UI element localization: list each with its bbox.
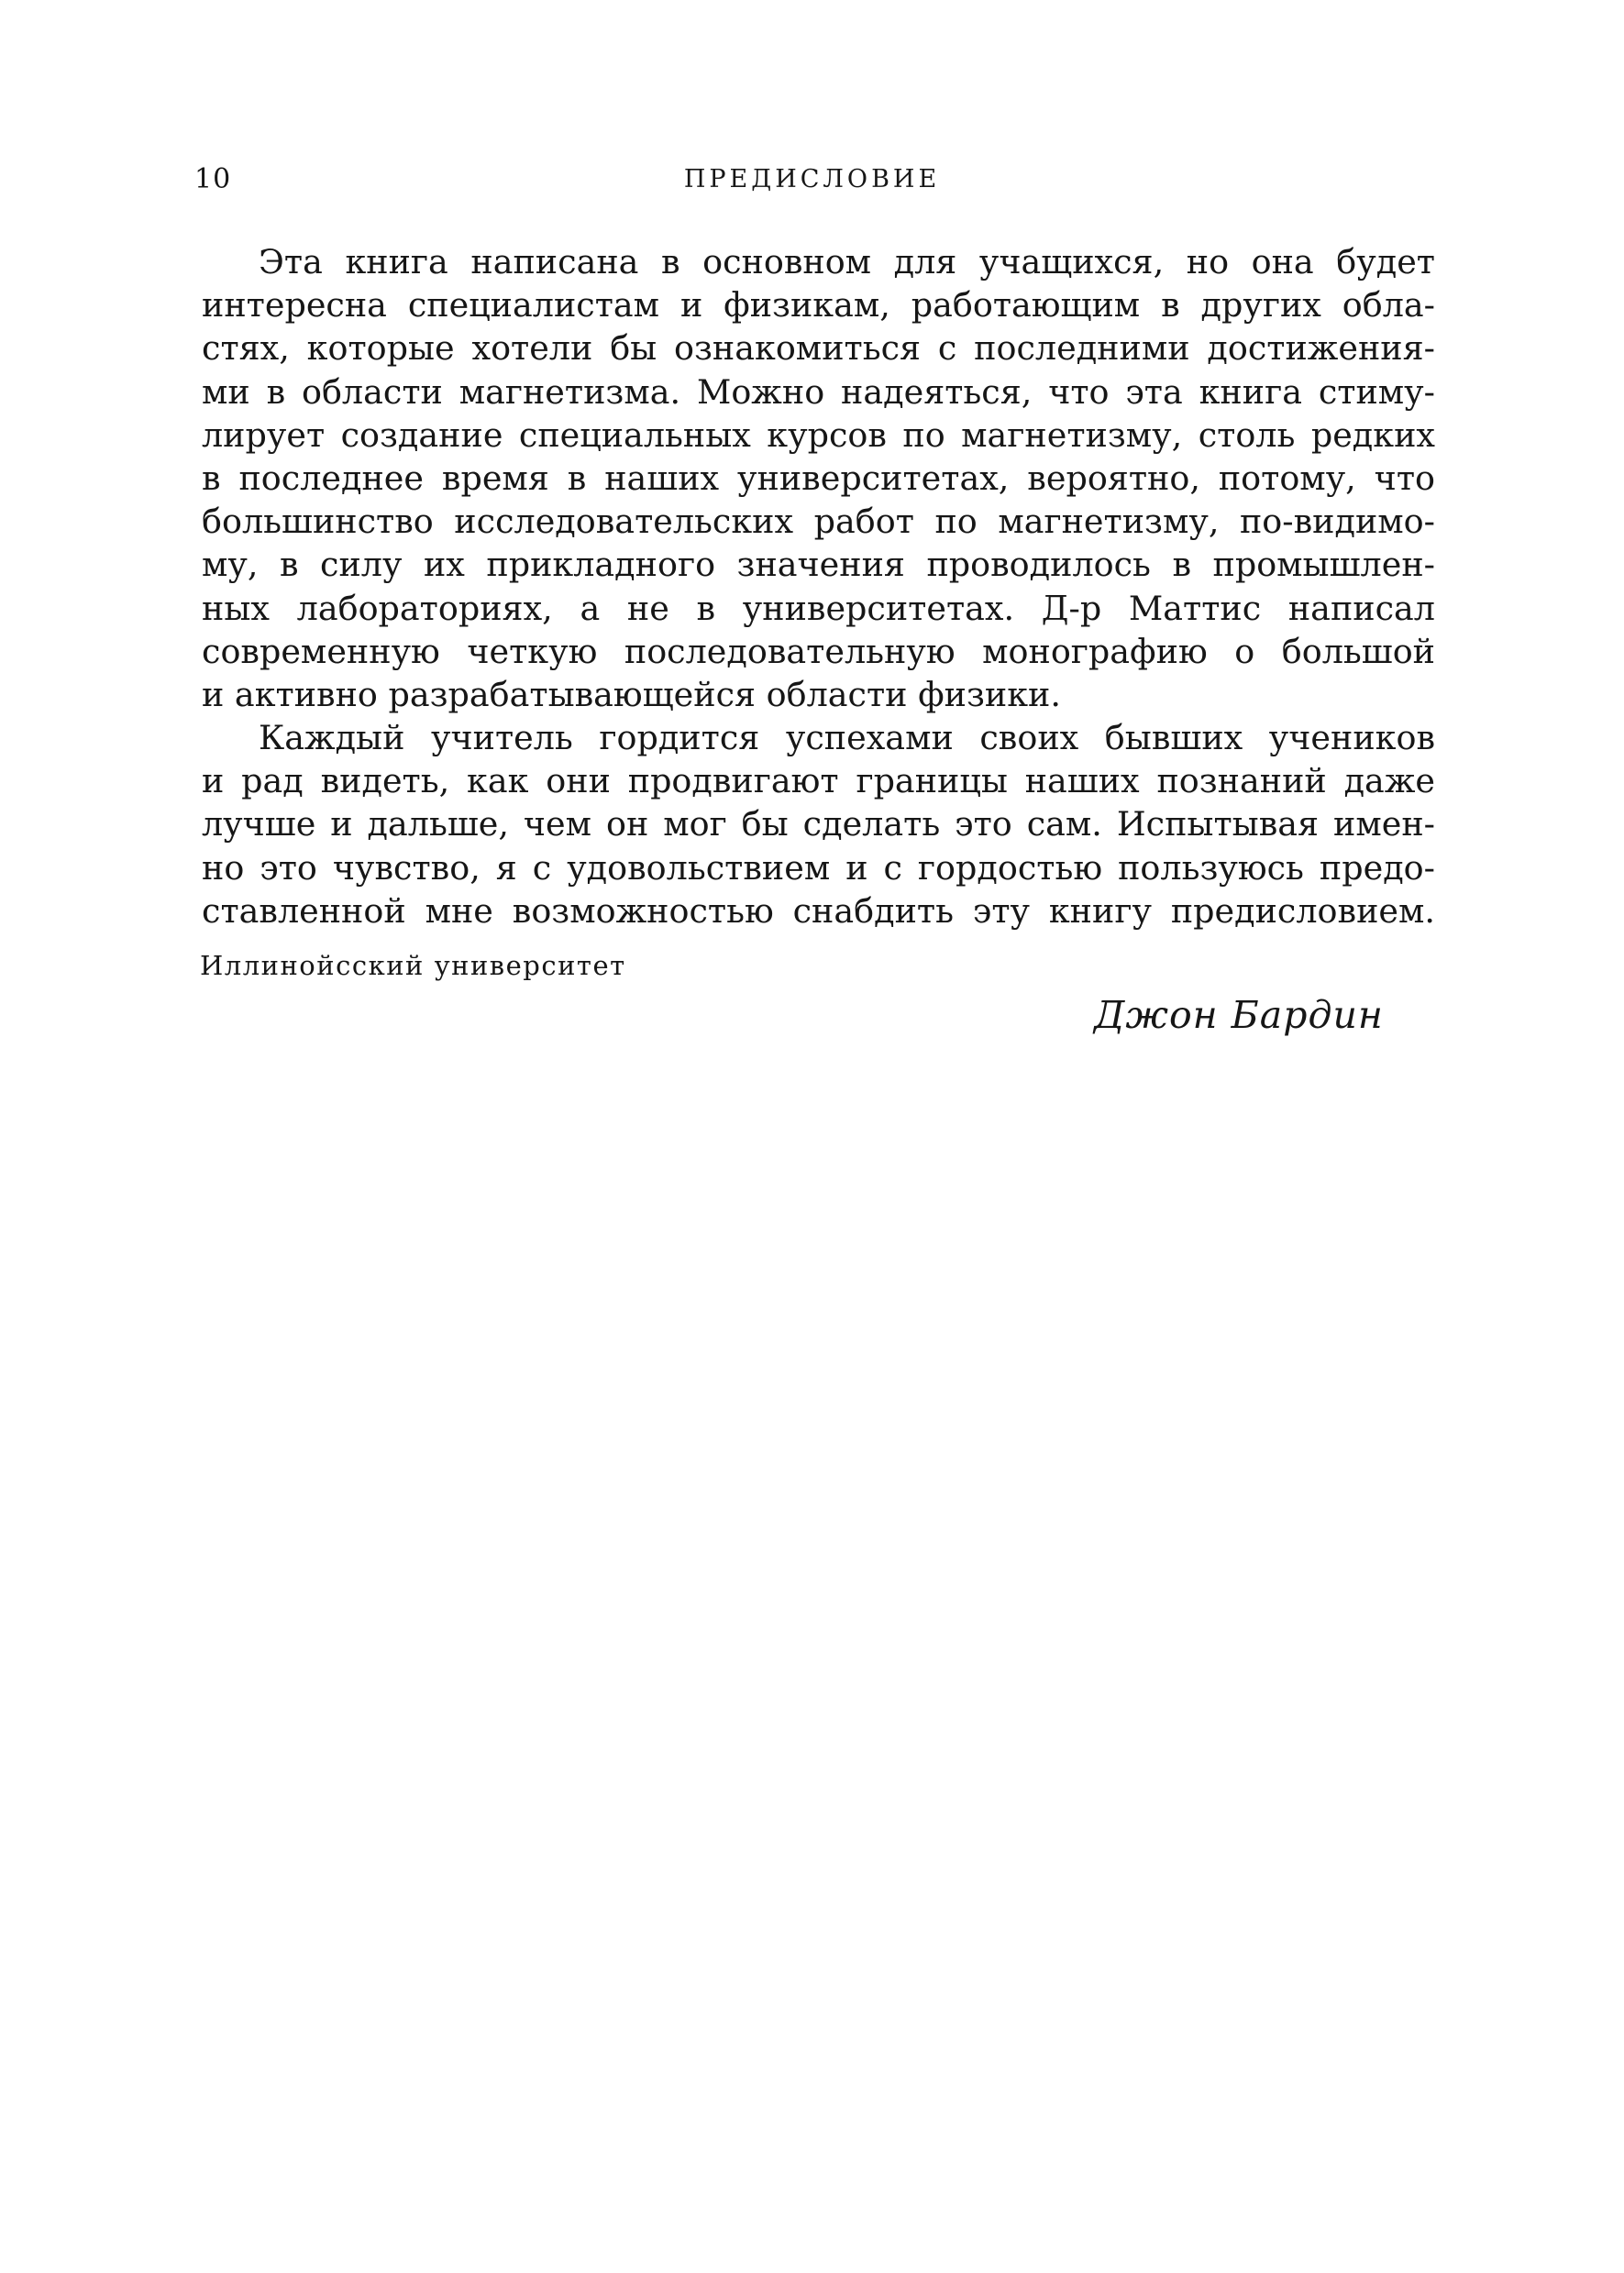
author-affiliation: Иллинойсский университет: [200, 950, 626, 981]
text-line: в последнее время в наших университетах, вероятно, потому, что: [202, 458, 1435, 498]
running-head: ПРЕДИСЛОВИЕ: [683, 165, 941, 193]
text-line: Каждый учитель гордится успехами своих бывших учеников: [259, 718, 1435, 758]
text-line: Эта книга написана в основном для учащихся, но она будет: [259, 242, 1435, 281]
text-line: и активно разрабатывающейся области физики.: [202, 674, 1061, 714]
text-line: лирует создание специальных курсов по магнетизму, столь редких: [202, 414, 1435, 455]
text-line: интересна специалистам и физикам, работающим в других обла-: [202, 285, 1435, 326]
foreword-body: [202, 240, 1435, 932]
text-line: ставленной мне возможностью снабдить эту книгу предисловием.: [202, 890, 1435, 931]
text-line: но это чувство, я с удовольствием и с гордостью пользуюсь предо-: [202, 847, 1435, 888]
text-line: современную четкую последовательную монографию о большой: [202, 631, 1435, 671]
text-line: стях, которые хотели бы ознакомиться с последними достижения-: [202, 328, 1435, 369]
text-line: ных лабораториях, а не в университетах. Д-р Маттис написал: [202, 588, 1435, 628]
text-line: ми в области магнетизма. Можно надеяться, что эта книга стиму-: [202, 371, 1435, 412]
author-signature: Джон Бардин: [1094, 993, 1384, 1037]
page-number: 10: [194, 163, 232, 195]
text-line: лучше и дальше, чем он мог бы сделать это сам. Испытывая имен-: [202, 804, 1435, 844]
text-line: му, в силу их прикладного значения проводилось в промышлен-: [202, 545, 1435, 585]
text-line: большинство исследовательских работ по магнетизму, по-видимо-: [202, 502, 1435, 542]
text-line: и рад видеть, как они продвигают границы наших познаний даже: [202, 761, 1435, 801]
paragraph: [202, 716, 1435, 932]
paragraph: [202, 240, 1435, 716]
